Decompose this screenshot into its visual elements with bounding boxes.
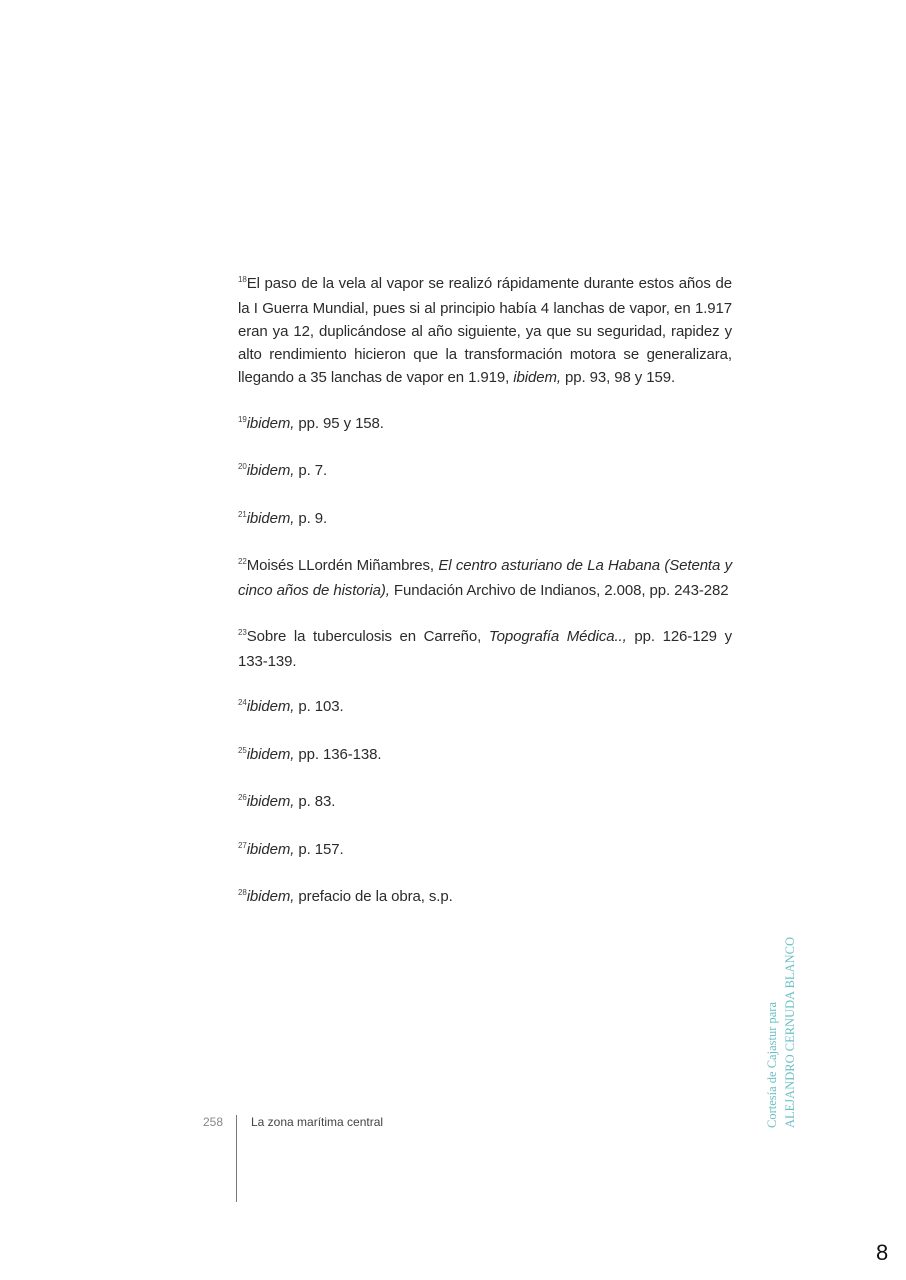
footnote-text: p. 157. <box>294 840 344 858</box>
page-number: 258 <box>203 1115 224 1129</box>
footnote-italic-text: Topografía Médica.., <box>488 627 627 645</box>
footnote-number: 28 <box>238 888 247 897</box>
footnote-text: pp. 136-138. <box>294 745 382 763</box>
viewer-page-number: 8 <box>876 1240 889 1265</box>
footnote <box>238 743 732 768</box>
footnote-number: 21 <box>238 509 247 519</box>
footnote-number: 18 <box>238 275 247 284</box>
footnote-number: 23 <box>238 627 247 637</box>
footnote-italic-text: ibidem, <box>513 369 561 386</box>
footnote-italic-text: ibidem, <box>246 414 295 432</box>
footnote-italic-text: ibidem, <box>246 698 295 715</box>
footnote <box>238 790 732 815</box>
footnote <box>238 412 732 437</box>
footnote-italic-text: ibidem, <box>246 745 295 763</box>
footnote-text: prefacio de la obra, s.p. <box>294 888 453 905</box>
footnote-italic-text: ibidem, <box>246 462 295 479</box>
footnote-number: 26 <box>238 793 247 802</box>
footnote-number: 19 <box>238 414 247 424</box>
footnote-text: Fundación Archivo de Indianos, 2.008, pp. 243-282 <box>389 582 729 599</box>
watermark-line-2: ALEJANDRO CERNUDA BLANCO <box>783 937 797 1128</box>
footnotes-list <box>238 272 732 933</box>
footnote <box>238 459 732 484</box>
footnote-italic-text: ibidem, <box>246 888 295 905</box>
footnote-text: pp. 95 y 158. <box>294 414 384 432</box>
footnote <box>238 272 732 389</box>
footnote-number: 20 <box>238 462 247 471</box>
footnote-italic-text: ibidem, <box>246 840 295 858</box>
footnote-text: Moisés LLordén Miñambres, <box>246 557 439 574</box>
footer-divider <box>236 1115 237 1202</box>
footnote-text: p. 103. <box>294 698 344 715</box>
footnote-number: 24 <box>238 698 247 707</box>
footnote <box>238 507 732 532</box>
footnote-italic-text: ibidem, <box>246 509 295 527</box>
footnote <box>238 885 732 910</box>
footnote <box>238 625 732 673</box>
footnote-text: p. 7. <box>294 462 328 479</box>
footnote-text: pp. 93, 98 y 159. <box>560 369 676 386</box>
watermark-line-1: Cortesía de Cajastur para <box>765 1002 779 1128</box>
courtesy-watermark <box>763 937 799 1128</box>
footnote-number: 25 <box>238 745 247 755</box>
footnote-text: El paso de la vela al vapor se realizó rápidamente durante estos años de la I Guerra Mundial, pues si al principio había 4 lanchas de vapor, en 1.917 eran ya 12, duplicándose al año siguiente, ya que su seguridad, rapidez y alto rendimiento hicieron que la transformación motora se generalizara, llegando a 35 lanchas de vapor en 1.919, <box>238 275 732 386</box>
footnote-italic-text: El centro asturiano de La Habana (Setenta y cinco años de historia), <box>238 557 732 599</box>
footnote-italic-text: ibidem, <box>246 793 295 810</box>
footnote <box>238 554 732 602</box>
footnote <box>238 695 732 720</box>
footnote-text: p. 83. <box>294 793 336 810</box>
footnote-text: p. 9. <box>294 509 328 527</box>
footnote-number: 22 <box>238 557 247 566</box>
footnote-number: 27 <box>238 840 247 850</box>
footnote-text: pp. 126-129 y 133-139. <box>238 627 732 670</box>
footnote-text: Sobre la tuberculosis en Carreño, <box>246 627 489 645</box>
footnote <box>238 838 732 863</box>
running-title: La zona marítima central <box>251 1115 384 1129</box>
